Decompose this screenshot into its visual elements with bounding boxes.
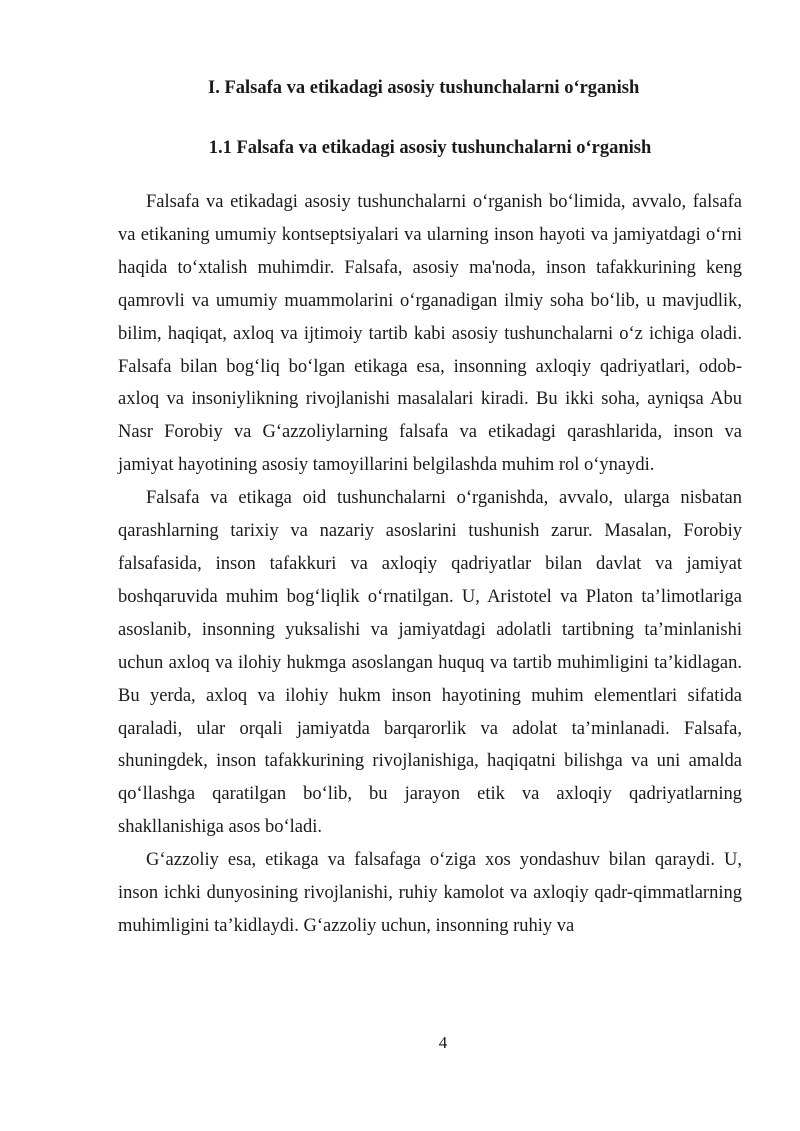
body-text (118, 186, 742, 943)
section-title: 1.1 Falsafa va etikadagi asosiy tushunchalarni o‘rganish (208, 138, 652, 158)
paragraph-2: Falsafa va etikaga oid tushunchalarni o‘rganishda, avvalo, ularga nisbatan qarashlarning tarixiy va nazariy asoslarini tushunish zarur. Masalan, Forobiy falsafasida, inson tafakkuri va axloqiy qadriyatlar bilan davlat va jamiyat boshqaruvida muhim bog‘liqlik o‘rnatilgan. U, Aristotel va Platon ta’limotlariga asoslanib, insonning yuksalishi va jamiyatdagi adolatli tartibning ta’minlanishi uchun axloq va ilohiy hukmga asoslangan huquq va tartib muhimligini ta’kidlagan. Bu yerda, axloq va ilohiy hukm inson hayotining muhim elementlari sifatida qaraladi, ular orqali jamiyatda barqarorlik va adolat ta’minlanadi. Falsafa, shuningdek, inson tafakkurining rivojlanishiga, haqiqatni bilishga va uni amalda qo‘llashga qaratilgan bo‘lib, bu jarayon etik va axloqiy qadriyatlarning shakllanishiga asos bo‘ladi. (118, 488, 742, 838)
page-number: 4 (438, 1033, 448, 1052)
paragraph-3: G‘azzoliy esa, etikaga va falsafaga o‘ziga xos yondashuv bilan qaraydi. U, inson ichki dunyosining rivojlanishi, ruhiy kamolot va axloqiy qadr-qimmatlarning muhimligini ta’kidlaydi. G‘azzoliy uchun, insonning ruhiy va (118, 850, 742, 936)
chapter-title: I. Falsafa va etikadagi asosiy tushunchalarni o‘rganish (208, 78, 640, 98)
paragraph-1: Falsafa va etikadagi asosiy tushunchalarni o‘rganish bo‘limida, avvalo, falsafa va etikaning umumiy kontseptsiyalari va ularning inson hayoti va jamiyatdagi o‘rni haqida to‘xtalish muhimdir. Falsafa, asosiy ma'noda, inson tafakkurining keng qamrovli va umumiy muammolarini o‘rganadigan ilmiy soha bo‘lib, u mavjudlik, bilim, haqiqat, axloq va ijtimoiy tartib kabi asosiy tushunchalarni o‘z ichiga oladi. Falsafa bilan bog‘liq bo‘lgan etikaga esa, insonning axloqiy qadriyatlari, odob-axloq va insoniylikning rivojlanishi masalalari kiradi. Bu ikki soha, ayniqsa Abu Nasr Forobiy va G‘azzoliylarning falsafa va etikadagi qarashlarida, inson va jamiyat hayotining asosiy tamoyillarini belgilashda muhim rol o‘ynaydi. (118, 192, 742, 476)
